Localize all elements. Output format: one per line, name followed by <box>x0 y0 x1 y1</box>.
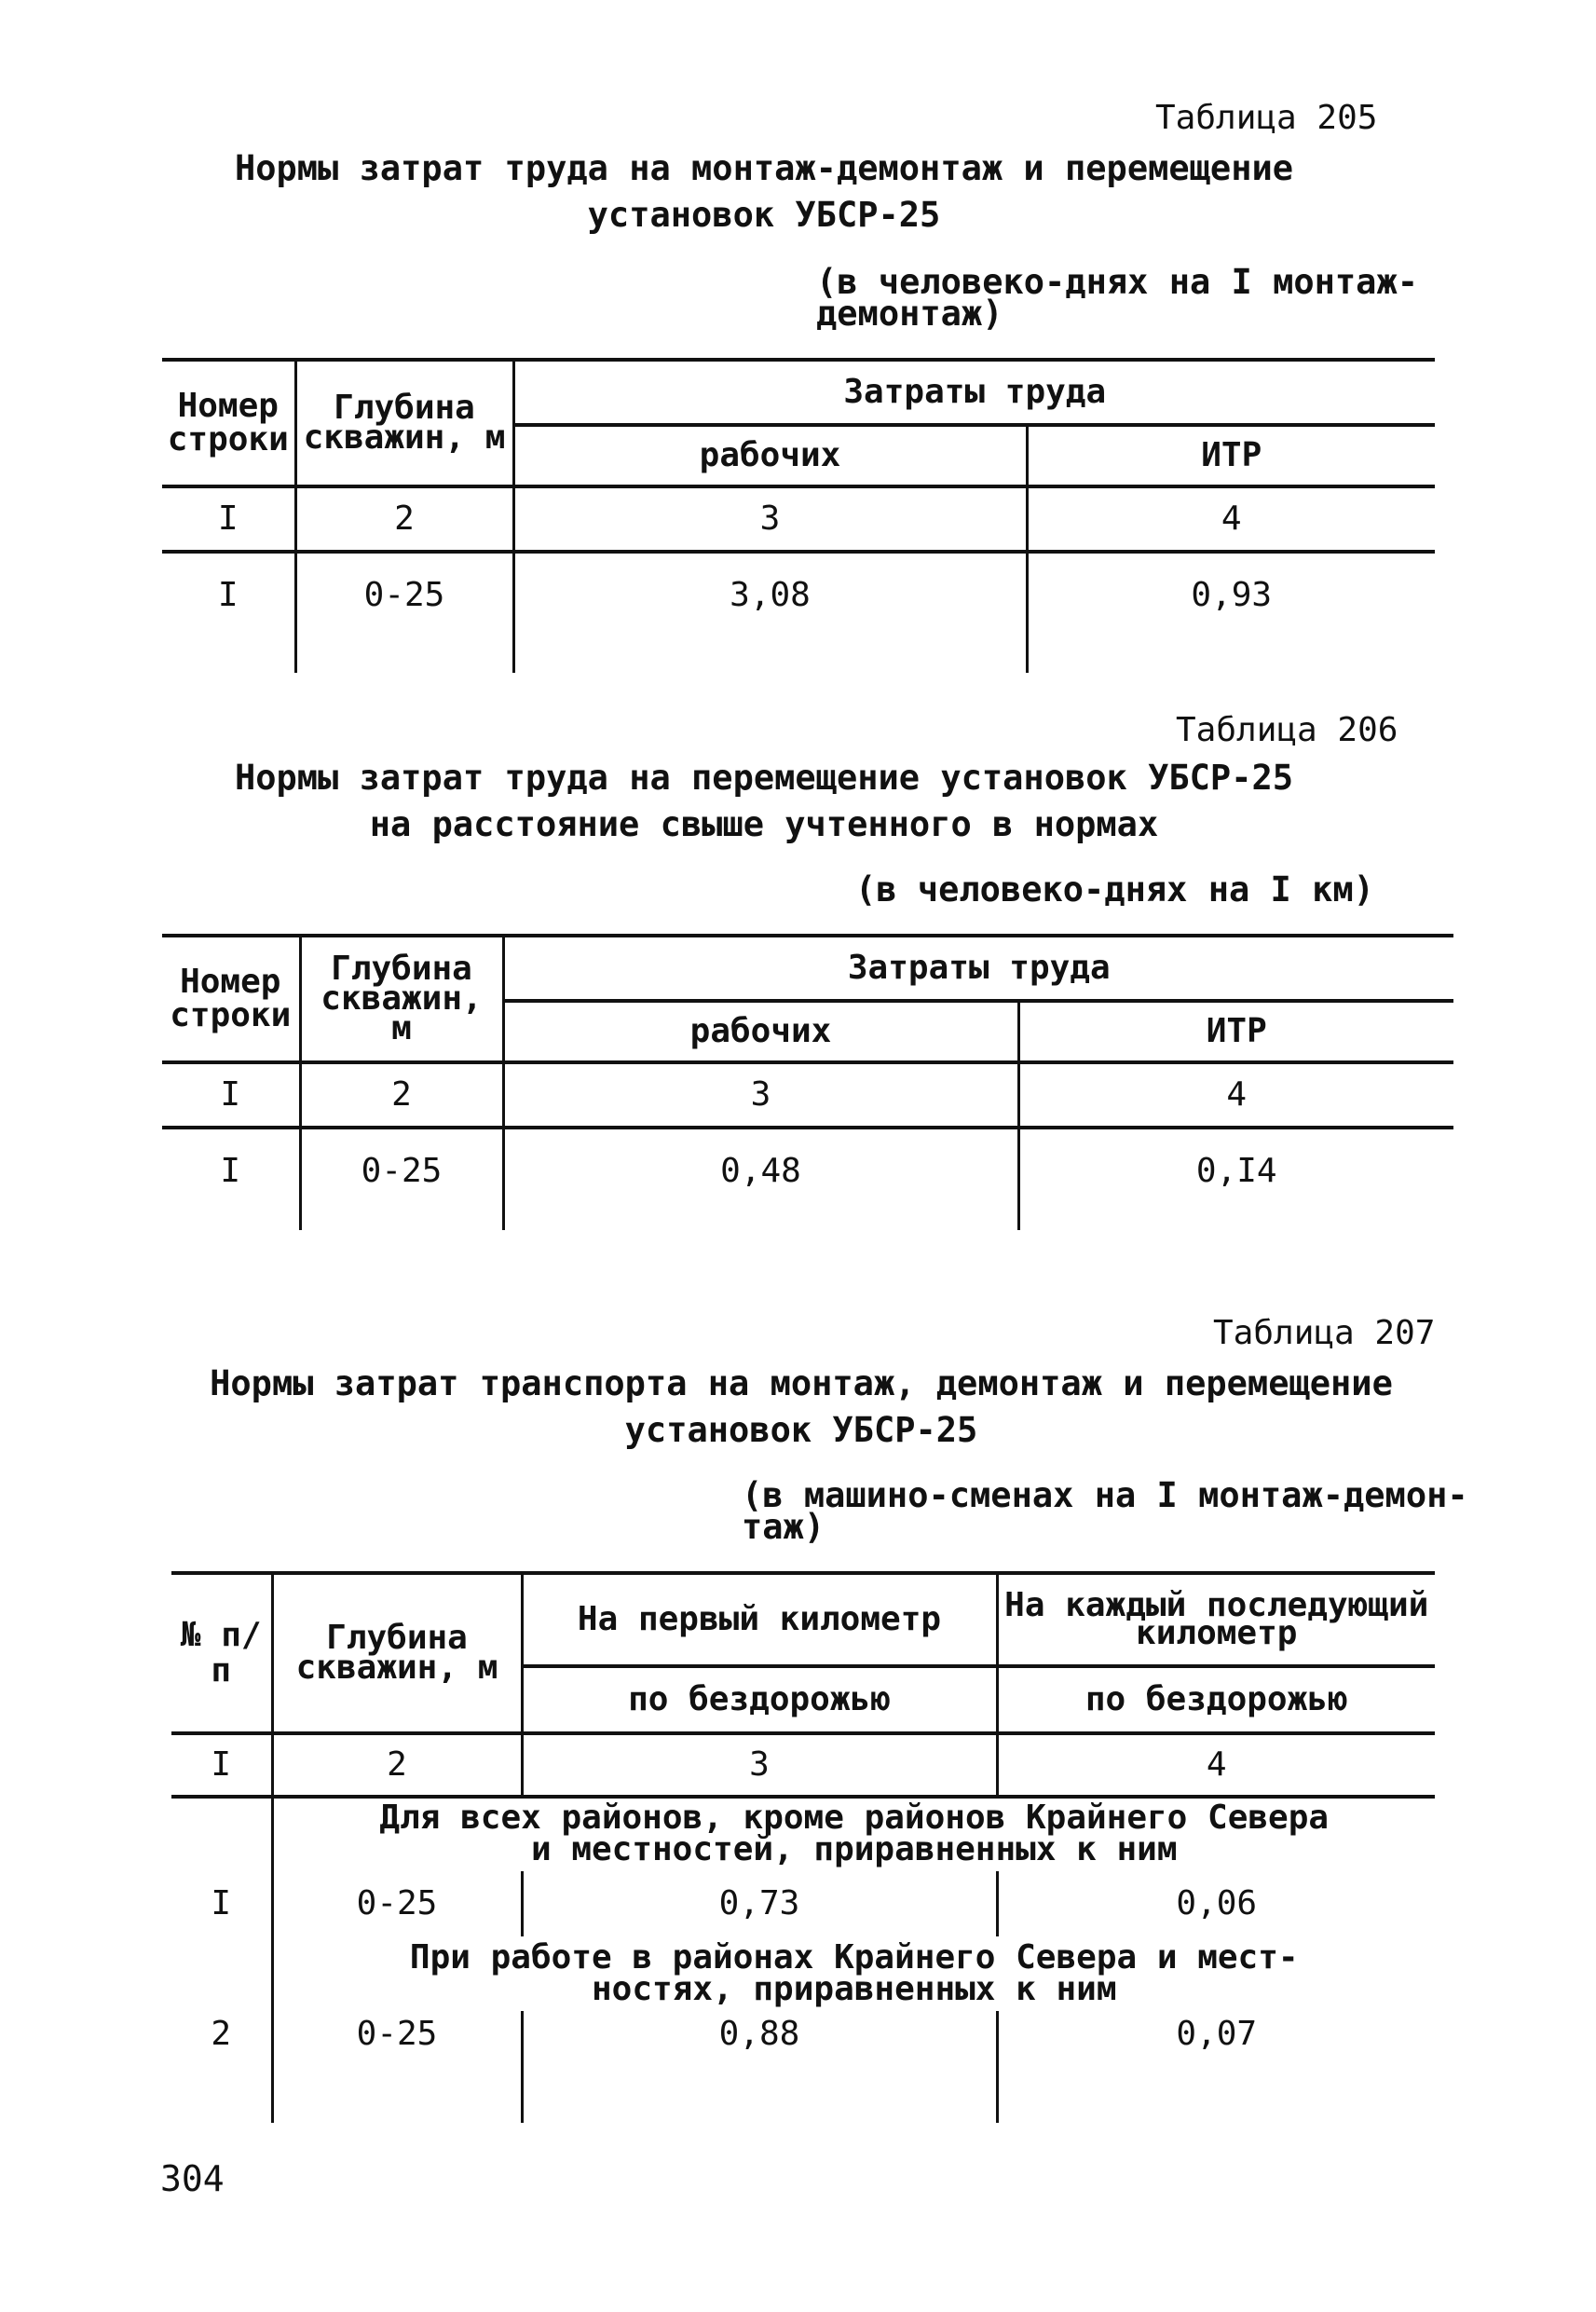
table-207 <box>171 1571 1435 2123</box>
header-row-number: Номер строки <box>162 936 300 1062</box>
row-first-km: 0,73 <box>522 1871 997 1936</box>
table-207-label: Таблица 207 <box>1213 1314 1436 1352</box>
header-itr: ИТР <box>1027 425 1435 486</box>
header-offroad-first: по бездорожью <box>522 1666 997 1733</box>
section-note-line2: и местностей, приравненных к ним <box>530 1830 1178 1868</box>
col-number: 2 <box>295 486 513 552</box>
section-note-line1: Для всех районов, кроме районов Крайнего Севера <box>379 1799 1330 1837</box>
table-206-label: Таблица 206 <box>1176 711 1398 749</box>
header-first-km: На первый километр <box>522 1573 997 1666</box>
table-207-unit-line1: (в машино-сменах на I монтаж-демон- <box>742 1475 1468 1515</box>
table-206-unit-line1: (в человеко-днях на I км) <box>855 869 1374 910</box>
header-offroad-next: по бездорожью <box>997 1666 1435 1733</box>
row-depth: 0-25 <box>272 1871 522 1936</box>
header-workers: рабочих <box>503 1001 1018 1062</box>
header-depth: Глубина скважин, м <box>300 936 503 1062</box>
row-depth: 0-25 <box>300 1128 503 1230</box>
table-205-label: Таблица 205 <box>1155 99 1378 137</box>
header-labor-costs: Затраты труда <box>513 360 1435 425</box>
row-depth: 0-25 <box>272 2011 522 2123</box>
section-note-line1: При работе в районах Крайнего Севера и мест- <box>409 1938 1299 1977</box>
row-number: I <box>217 576 239 614</box>
col-number: 3 <box>513 486 1027 552</box>
row-next-km: 0,06 <box>997 1871 1435 1936</box>
table-206-title-line2: на расстояние свыше учтенного в нормах <box>369 804 1159 844</box>
col-number: I <box>162 1062 300 1128</box>
header-item-number: № п/п <box>171 1573 272 1733</box>
header-itr: ИТР <box>1018 1001 1453 1062</box>
row-number: I <box>211 1884 232 1922</box>
row-itr: 0,93 <box>1027 552 1435 673</box>
row-depth: 0-25 <box>295 552 513 673</box>
col-number: I <box>171 1733 272 1797</box>
col-number: 3 <box>503 1062 1018 1128</box>
header-workers: рабочих <box>513 425 1027 486</box>
table-206-title-line1: Нормы затрат труда на перемещение установок УБСР-25 <box>234 758 1294 798</box>
section-note-general <box>272 1797 1435 1871</box>
col-number: 4 <box>1027 486 1435 552</box>
table-207-unit-line2: таж) <box>742 1507 825 1547</box>
table-205-title-line2: установок УБСР-25 <box>587 195 941 235</box>
section-note-line2: ностях, приравненных к ним <box>591 1970 1117 2008</box>
row-next-km: 0,07 <box>997 2011 1435 2123</box>
header-depth: Глубина скважин, м <box>272 1573 522 1733</box>
col-number: 3 <box>522 1733 997 1797</box>
section-note-far-north <box>272 1936 1435 2011</box>
col-number: 4 <box>1018 1062 1453 1128</box>
table-206 <box>162 934 1453 1230</box>
row-number: I <box>220 1152 241 1190</box>
header-depth: Глубина скважин, м <box>295 360 513 486</box>
page-number: 304 <box>160 2158 225 2199</box>
table-205 <box>162 358 1435 673</box>
table-207-title-line1: Нормы затрат транспорта на монтаж, демонтаж и перемещение <box>210 1363 1393 1403</box>
header-labor-costs: Затраты труда <box>503 936 1453 1001</box>
row-itr: 0,I4 <box>1018 1128 1453 1230</box>
table-205-title-line1: Нормы затрат труда на монтаж-демонтаж и перемещение <box>234 148 1294 188</box>
row-number: 2 <box>211 2015 232 2053</box>
col-number: 4 <box>997 1733 1435 1797</box>
row-workers: 3,08 <box>513 552 1027 673</box>
header-row-number: Номер строки <box>162 360 295 486</box>
header-next-km: На каждый последующий километр <box>997 1573 1435 1666</box>
table-205-unit-line1: (в человеко-днях на I монтаж- <box>816 262 1419 302</box>
col-number: 2 <box>272 1733 522 1797</box>
row-first-km: 0,88 <box>522 2011 997 2123</box>
col-number: I <box>162 486 295 552</box>
table-207-title-line2: установок УБСР-25 <box>624 1410 978 1450</box>
row-workers: 0,48 <box>503 1128 1018 1230</box>
col-number: 2 <box>300 1062 503 1128</box>
table-205-unit-line2: демонтаж) <box>816 294 1003 334</box>
